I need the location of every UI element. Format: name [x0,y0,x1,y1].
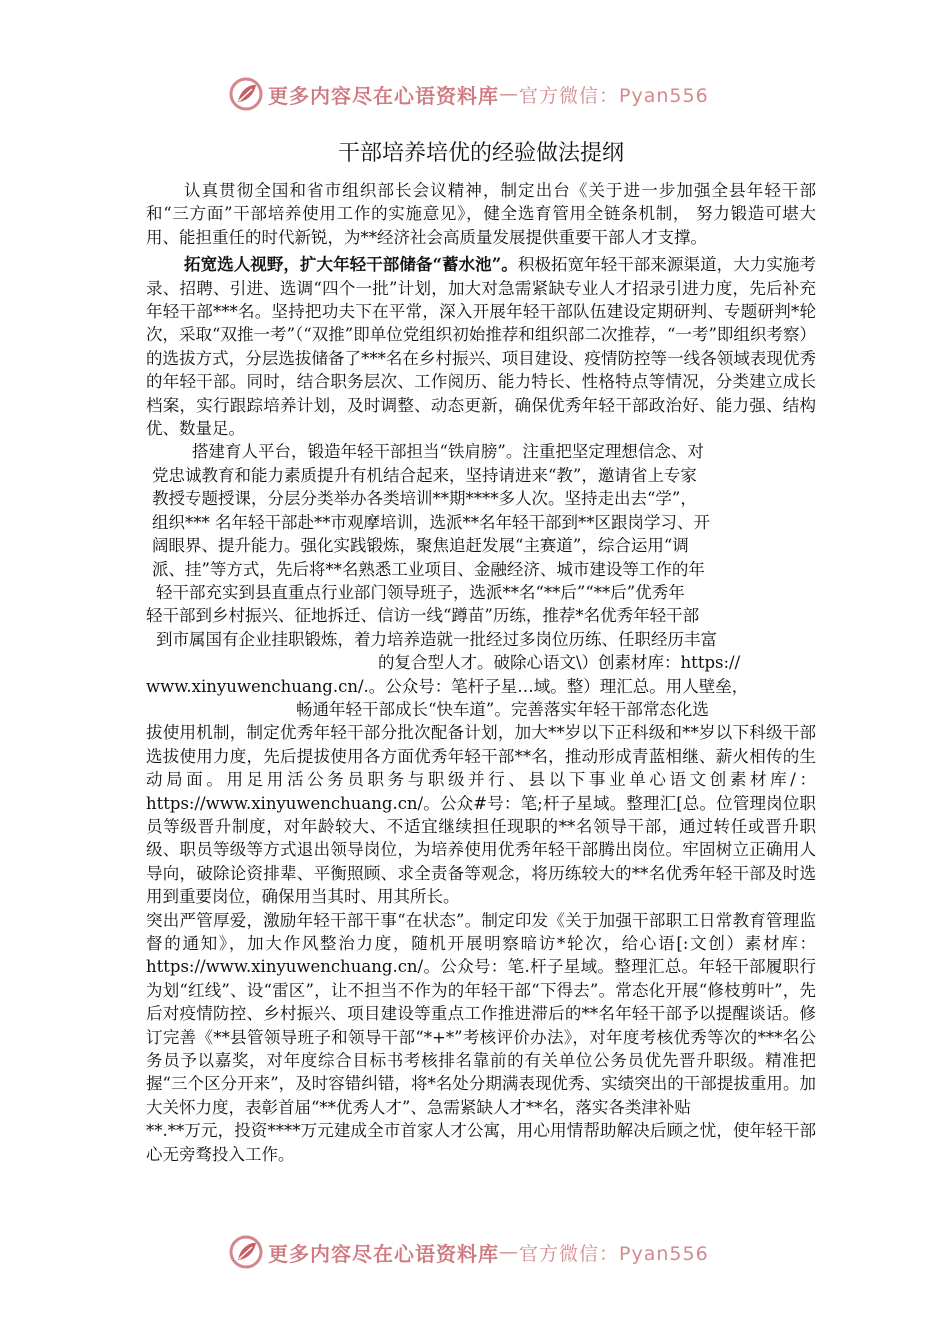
section-2-line: www.xinyuwenchuang.cn/.。公众号：笔杆子星…域。整）理汇总。用人壁垒， [146,676,749,696]
section-1-heading: 拓宽选人视野，扩大年轻干部储备“蓄水池”。 [184,255,518,275]
footer-banner [228,1232,728,1272]
section-2-line: 的复合型人才。破除心语文\）创素材库：https:// [378,653,741,673]
document-body [146,120,816,1166]
section-2-line: 阔眼界、提升能力。强化实践锻炼，聚焦追赶发展“主赛道”，综合运用“调 [152,536,689,556]
banner-dash: — [499,1241,519,1263]
section-2-line: 到市属国有企业挂职锻炼，着力培养造就一批经过多岗位历练、任职经历丰富 [156,629,717,649]
section-3-paragraph: 突出严管厚爱，激励年轻干部干事“在状态”。制定印发《关于加强干部职工日常教育管理监督的通知》，加大作风整治力度，随机开展明察暗访*轮次，给心语[:文创）素材库：https://www.xinyuwenchuang.cn/。公众号：笔.杆子星域。整理汇总。年轻干部履职行为划“红线”、设“雷区”，让不担当不作为的年轻干部“下得去”。常态化开展“修枝剪叶”，先后对疫情防控、乡村振兴、项目建设等重点工作推进滞后的**名年轻干部予以提醒谈话。修订完善《**县管领导班子和领导干部“*+*”考核评价办法》，对年度考核优秀等次的***名公务员予以嘉奖，对年度综合目标书考核排名靠前的有关单位公务员优先晋升职级。精准把握“三个区分开来”，及时容错纠错，将*名处分期满表现优秀、实绩突出的干部提拔重用。加大关怀力度，表彰首届“**优秀人才”、急需紧缺人才**名，落实各类津补贴 [146,910,816,1117]
section-2-line: 组织*** 名年轻干部赴**市观摩培训，选派**名年轻干部到**区跟岗学习、开 [152,512,710,532]
section-2-tail: 拔使用机制，制定优秀年轻干部分批次配备计划，加大**岁以下正科级和**岁以下科级干部选拔使用力度，先后提拔使用各方面优秀年轻干部**名，推动形成青蓝相继、薪火相传的生动局面。用足用活公务员职务与职级并行、县以下事业单心语文创素材库/：https://www.xinyuwenchuang.cn/。公众#号：笔;杆子星域。整理汇[总。位管理岗位职员等级晋升制度，对年龄较大、不适宜继续担任现职的**名领导干部，通过转任或晋升职级、职员等级等方式退出领导岗位，为培养使用优秀年轻干部腾出岗位。牢固树立正确用人导向，破除论资排辈、平衡照顾、求全责备等观念，将历练较大的**名优秀年轻干部及时选用到重要岗位，确保用当其时、用其所长。 [146,723,816,907]
section-2-line: 轻干部到乡村振兴、征地拆迁、信访一线“蹲苗”历练，推荐*名优秀年轻干部 [146,606,700,626]
site-name: 更多内容尽在心语资料库 [268,83,499,108]
document-title: 干部培养培优的经验做法提纲 [337,141,624,166]
wechat-id: 官方微信：Pyan556 [519,84,709,107]
section-2-line: 党忠诚教育和能力素质提升有机结合起来，坚持请进来“教”，邀请省上专家 [152,465,697,485]
header-banner [228,74,728,114]
section-1-paragraph [146,253,816,440]
section-2-line: 轻干部充实到县直重点行业部门领导班子，选派**名“**后”“**后”优秀年 [156,582,685,602]
site-name: 更多内容尽在心语资料库 [268,1241,499,1266]
wechat-id: 官方微信：Pyan556 [519,1242,709,1265]
section-2-line: 搭建育人平台，锻造年轻干部担当“铁肩膀”。注重把坚定理想信念、对 [192,442,704,462]
leaf-logo-icon [228,1234,264,1270]
section-2-line: 派、挂”等方式，先后将**名熟悉工业项目、金融经济、城市建设等工作的年 [152,559,705,579]
leaf-logo-icon [228,76,264,112]
section-1-body: 积极拓宽年轻干部来源渠道，大力实施考录、招聘、引进、选调“四个一批”计划，加大对急需紧缺专业人才招录引进力度，先后补充年轻干部***名。坚持把功夫下在平常，深入开展年轻干部队伍建设定期研判、专题研判*轮次，采取“双推一考”（“双推”即单位党组织初始推荐和组织部二次推荐，“一考”即组织考察）的选拔方式，分层选拔储备了***名在乡村振兴、项目建设、疫情防控等一线各领域表现优秀的年轻干部。同时，结合职务层次、工作阅历、能力特长、性格特点等情况，分类建立成长档案，实行跟踪培养计划，及时调整、动态更新，确保优秀年轻干部政治好、能力强、结构优、数量足。 [146,255,817,439]
section-2-line: 畅通年轻干部成长“快车道”。完善落实年轻干部常态化选 [296,699,709,719]
section-2-line: 教授专题授课，分层分类举办各类培训**期****多人次。坚持走出去“学”， [152,489,697,509]
banner-dash: — [499,83,519,105]
section-2-paragraph [146,440,816,908]
section-3-tail: **.**万元，投资****万元建成全市首家人才公寓，用心用情帮助解决后顾之忧，使年轻干部心无旁骛投入工作。 [146,1121,816,1164]
intro-paragraph: 认真贯彻全国和省市组织部长会议精神，制定出台《关于进一步加强全县年轻干部和“三方面”干部培养使用工作的实施意见》，健全选育管用全链条机制， 努力锻造可堪大用、能担重任的时代新锐，为**经济社会高质量发展提供重要干部人才支撑。 [146,181,816,247]
